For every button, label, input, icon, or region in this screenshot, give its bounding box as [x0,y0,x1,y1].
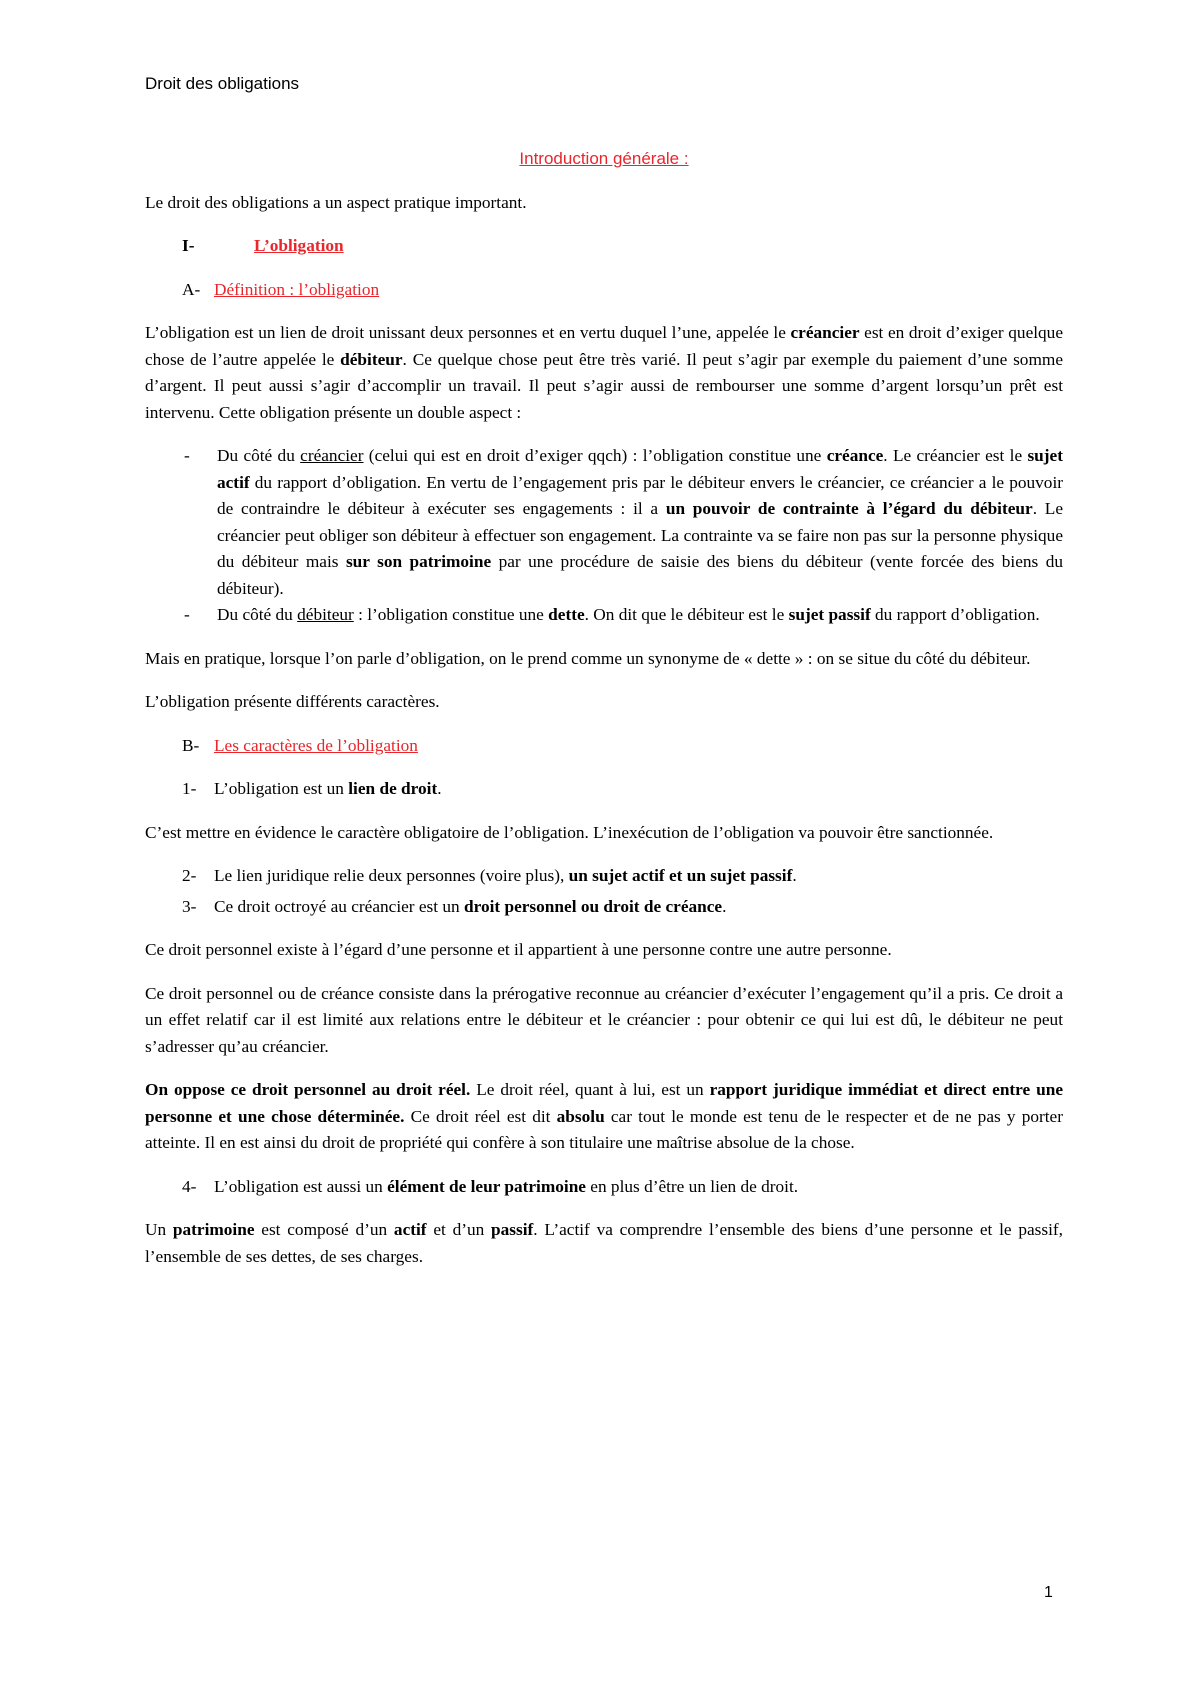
list-item-text: Du côté du débiteur : l’obligation constitue une dette. On dit que le débiteur est le sujet passif du rapport d’obligation. [217,605,1040,624]
list-item-text: Du côté du créancier (celui qui est en droit d’exiger qqch) : l’obligation constitue une créance. Le créancier est le sujet actif du rapport d’obligation. En vertu de l’engagement pris par le débiteur envers le créancier, ce créancier a le pouvoir de contraindre le débiteur à exécuter ses engagements : il a un pouvoir de contrainte à l’égard du débiteur. Le créancier peut obliger son débiteur à effectuer son engagement. La contrainte va se faire non pas sur la personne physique du débiteur mais sur son patrimoine par une procédure de saisie des biens du débiteur (vente forcée des biens du débiteur). [217,446,1063,598]
definition-paragraph: L’obligation est un lien de droit unissant deux personnes et en vertu duquel l’une, appelée le créancier est en droit d’exiger quelque chose de l’autre appelée le débiteur. Ce quelque chose peut être très varié. Il peut s’agir par exemple du paiement d’une somme d’argent. Il peut aussi s’agir d’accomplir un travail. Il peut s’agir aussi de rembourser une somme d’argent lorsqu’un prêt est intervenu. Cette obligation présente un double aspect : [145,323,1063,422]
item-text: Le lien juridique relie deux personnes (voire plus), un sujet actif et un sujet passif. [214,866,797,885]
list-item-creancier [145,443,1063,602]
section-number: I- [182,236,195,255]
numbered-item-1 [182,776,1063,803]
evidence-paragraph: C’est mettre en évidence le caractère obligatoire de l’obligation. L’inexécution de l’obligation va pouvoir être sanctionnée. [145,822,994,842]
subsection-number: B- [182,735,200,755]
dash-bullet: - [184,446,190,465]
numbered-item-2 [182,863,1063,890]
list-item-debiteur [145,602,1063,629]
pratique-paragraph: Mais en pratique, lorsque l’on parle d’obligation, on le prend comme un synonyme de « dette » : on se situe du côté du débiteur. [145,648,1031,668]
page-header: Droit des obligations [145,74,300,93]
personnel-paragraph: Ce droit personnel existe à l’égard d’une personne et il appartient à une personne contre une autre personne. [145,940,892,959]
item-number: 4- [182,1176,197,1196]
dash-bullet: - [184,605,190,624]
subsection-title: Les caractères de l’obligation [214,735,418,755]
subsection-title: Définition : l’obligation [214,279,380,299]
intro-paragraph: Le droit des obligations a un aspect pratique important. [145,192,527,212]
intro-title: Introduction générale : [519,149,689,168]
document-body [145,146,1063,1287]
section-heading-1 [145,233,1063,260]
numbered-item-3 [182,894,1063,921]
item-text: L’obligation est aussi un élément de leur patrimoine en plus d’être un lien de droit. [214,1176,799,1196]
oppose-paragraph: On oppose ce droit personnel au droit réel. Le droit réel, quant à lui, est un rapport juridique immédiat et direct entre une personne et une chose déterminée. Ce droit réel est dit absolu car tout le monde est tenu de le respecter et de ne pas y porter atteinte. Il en est ainsi du droit de propriété qui confère à son titulaire une maîtrise absolue de la chose. [145,1080,1063,1152]
numbered-item-4 [182,1174,1063,1201]
patrimoine-paragraph: Un patrimoine est composé d’un actif et d’un passif. L’actif va comprendre l’ensemble des biens d’une personne et le passif, l’ensemble de ses dettes, de ses charges. [145,1220,1063,1266]
page-number: 1 [1044,1584,1053,1601]
section-title: L’obligation [254,236,344,255]
item-number: 2- [182,866,197,885]
item-text: Ce droit octroyé au créancier est un droit personnel ou droit de créance. [214,896,727,916]
subsection-heading-b [182,733,1063,760]
subsection-heading-a [182,277,1063,304]
aspect-list [145,443,1063,629]
item-text: L’obligation est un lien de droit. [214,779,442,798]
creance-paragraph: Ce droit personnel ou de créance consiste dans la prérogative reconnue au créancier d’exécuter l’engagement qu’il a pris. Ce droit a un effet relatif car il est limité aux relations entre le débiteur et le créancier : pour obtenir ce qui lui est dû, le débiteur ne peut s’adresser qu’au créancier. [145,983,1063,1056]
item-number: 1- [182,779,197,798]
subsection-number: A- [182,279,201,299]
caracteres-paragraph: L’obligation présente différents caractères. [145,692,440,711]
item-number: 3- [182,896,197,916]
